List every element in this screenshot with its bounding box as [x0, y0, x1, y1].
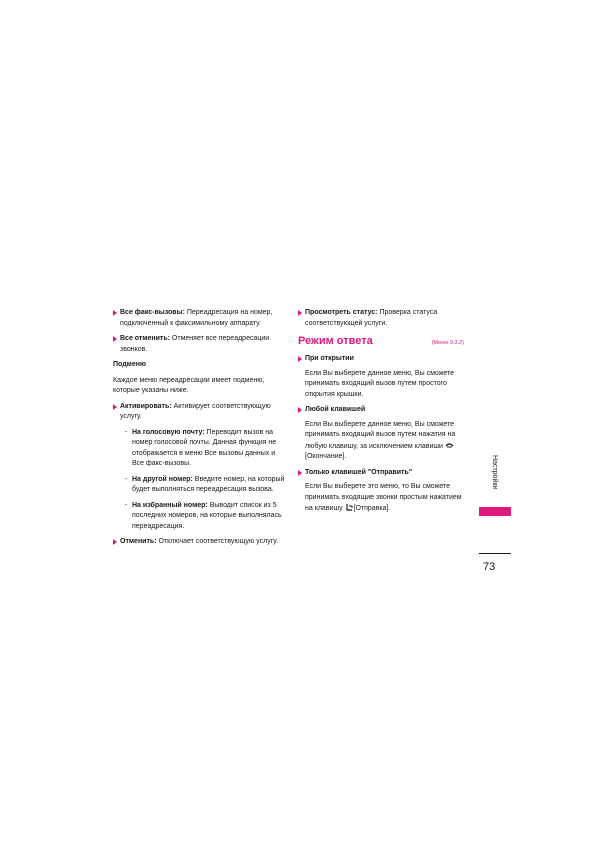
- item-term: На избранный номер:: [132, 501, 208, 509]
- option-title: При открытии: [305, 355, 354, 362]
- chapter-tab-label: Настройки: [491, 455, 498, 490]
- dash-marker: -: [125, 475, 128, 483]
- item-text: Активирует соответствующую услугу.: [120, 402, 271, 420]
- option-text: Если Вы выберете это меню, то Вы сможете принимать входящие звонки простым нажатием на клавишу: [305, 483, 462, 512]
- triangle-bullet-icon: [113, 310, 117, 316]
- submenu-heading: Подменю: [113, 361, 146, 368]
- key-label: [Окончание].: [305, 453, 347, 460]
- option-title: Только клавишей "Отправить": [305, 468, 413, 476]
- option-description: Если Вы выберете данное меню, Вы сможете принимать входящий вызов путем простого открытия крышки.: [305, 369, 455, 398]
- option-text: Если Вы выберете данное меню, Вы сможете принимать входящий вызов путем нажатия на любую клавишу, за исключением клавиши: [305, 420, 456, 450]
- send-key-icon: [345, 503, 354, 511]
- chapter-tab: [479, 455, 511, 515]
- item-text: Введите номер, на который будет выполняться переадресация вызова.: [132, 475, 285, 493]
- menu-code: (Меню 9.3.2): [431, 340, 464, 346]
- item-text: Переводит вызов на номер голосовой почты. Данная функция не отображается в меню Все вызовы данных и Все факс-вызовы.: [132, 428, 277, 467]
- triangle-bullet-icon: [113, 336, 117, 342]
- option-description: [298, 420, 470, 463]
- item-term: Все отменить:: [120, 335, 170, 342]
- dash-marker: -: [125, 501, 128, 509]
- triangle-bullet-icon: [298, 407, 302, 413]
- chapter-tab-marker: [479, 507, 511, 516]
- item-text: Проверка статуса соответствующей услуги.: [305, 309, 438, 327]
- right-column: [298, 308, 470, 520]
- page-number: 73: [483, 561, 496, 573]
- left-column: [113, 308, 285, 553]
- item-term: Активировать:: [120, 402, 172, 410]
- list-item: [113, 334, 285, 355]
- triangle-bullet-icon: [113, 539, 117, 545]
- list-item: [113, 308, 285, 329]
- list-item: [298, 308, 470, 329]
- item-term: На другой номер:: [132, 475, 193, 483]
- item-text: Переадресация на номер, подключенный к факсимильному аппарату.: [120, 309, 273, 327]
- sub-list-item: [120, 501, 285, 533]
- submenu-intro: Каждое меню переадресации имеет подменю, которые указаны ниже.: [113, 376, 265, 394]
- item-term: Просмотреть статус:: [305, 309, 378, 316]
- sub-list-item: [120, 475, 285, 496]
- triangle-bullet-icon: [298, 470, 302, 476]
- item-term: Все факс-вызовы:: [120, 309, 185, 316]
- end-key-icon: [445, 441, 454, 449]
- option-title: Любой клавишей: [305, 406, 366, 413]
- option-heading: [298, 354, 470, 365]
- option-heading: [298, 468, 470, 479]
- section-title: Режим ответа: [298, 335, 373, 347]
- item-term: На голосовую почту:: [132, 428, 205, 436]
- item-term: Отменить:: [120, 538, 157, 545]
- triangle-bullet-icon: [298, 310, 302, 316]
- section-heading: [298, 334, 470, 350]
- list-item: [113, 402, 285, 423]
- item-text: Выводит список из 5 последних номеров, на которые выполнялась переадресация.: [132, 501, 282, 530]
- key-label: [Отправка].: [353, 505, 391, 512]
- dash-marker: -: [125, 428, 128, 436]
- option-description: [298, 482, 470, 515]
- option-heading: [298, 405, 470, 416]
- list-item: [113, 537, 285, 548]
- item-text: Отменяет все переадресации звонков.: [120, 335, 270, 353]
- triangle-bullet-icon: [298, 356, 302, 362]
- item-text: Отключает соответствующую услугу.: [156, 538, 279, 545]
- page-divider: [479, 553, 511, 554]
- sub-list-item: [120, 428, 285, 470]
- triangle-bullet-icon: [113, 404, 117, 410]
